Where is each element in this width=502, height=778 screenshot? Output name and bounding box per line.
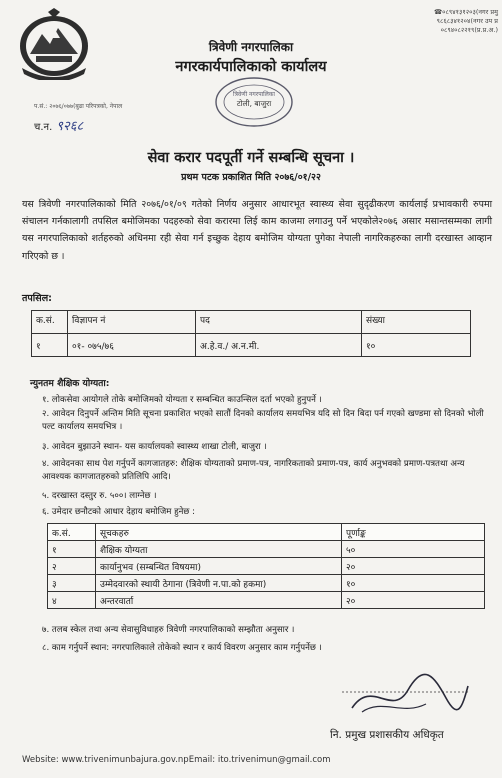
table-cell: २ <box>48 558 96 575</box>
table-cell: शैक्षिक योग्यता <box>96 541 342 558</box>
table-cell: कार्यानुभव (सम्बन्धित विषयमा) <box>96 558 342 575</box>
website-label: Website: <box>22 755 59 765</box>
contact-numbers <box>390 8 498 35</box>
table-header-cell: सूचकहरु <box>96 524 342 541</box>
table-cell: ४ <box>48 592 96 609</box>
org-name: त्रिवेणी नगरपालिका <box>208 40 294 54</box>
office-stamp <box>212 74 296 130</box>
table-row <box>48 541 485 558</box>
table-row <box>48 592 485 609</box>
dispatch-label: च.न. <box>34 122 53 133</box>
table-header-cell: क.सं. <box>48 524 96 541</box>
list-item: ५. दरखास्त दस्तुर रु. ५००। लाग्नेछ । <box>42 491 157 501</box>
notice-subtitle: प्रथम पटक प्रकाशित मिति २०७६/०१/२२ <box>181 172 321 183</box>
table-row <box>48 558 485 575</box>
table-cell: १० <box>362 334 471 357</box>
list-item: ८. काम गर्नुपर्ने स्थान: नगरपालिकाले तोकेको स्थान र कार्य विवरण अनुसार काम गर्नुपर्नेछ । <box>42 643 322 653</box>
table-cell: अ.हे.व./ अ.न.मी. <box>196 334 362 357</box>
contact-line: ☎०८९४१३१२०३(नगर प्रमु <box>433 8 498 16</box>
handwritten-signature <box>342 668 472 722</box>
table-cell: २० <box>342 592 485 609</box>
contact-line: ९८६८३४१२०४(नगर उप प्र <box>436 17 498 25</box>
table-header-cell: संख्या <box>362 311 471 334</box>
list-item: ४. आवेदनका साथ पेश गर्नुपर्ने कागजातहरु: शैक्षिक योग्यताको प्रमाण-पत्र, नागरिकताको प्रमाण-पत्र, कार्य अनुभवको प्रमाण-पत्रतथा अन्य आवश्यक कागजातहरुको प्रतिलिपि आदि। <box>42 459 465 482</box>
table-cell: ५० <box>342 541 485 558</box>
notice-body: यस त्रिवेणी नगरपालिकाको मिति २०७६/०१/०९ गतेको निर्णय अनुसार आधारभूत स्वास्थ्य सेवा सुदृढीकरण कार्यलाई प्रभावकारी रुपमा संचालन गर्नकालागी तपसिल बमोजिमका पदहरुको सेवा करारमा लिई काम काजमा लगाउनु पर्ने भएकोले२०७६ असार मसान्तसम्मका लागी यस नगरपालिकाको शर्तहरुको अधिनमा रही सेवा गर्न इच्छुक देहाय बमोजिम योग्यता पुगेका नेपाली नागरिकहरुका लागी दरखास्त आव्हान गरिएको छ । <box>22 199 492 262</box>
footer <box>22 755 331 765</box>
dispatch-value: ९२६८ <box>56 119 84 134</box>
table-header-row <box>48 524 485 541</box>
email-label: Email: <box>188 755 216 765</box>
list-item: ६. उमेदार छनौटको आधार देहाय बमोजिम हुनेछ : <box>42 507 196 517</box>
table-cell: १ <box>32 334 68 357</box>
reference-number: प.सं.: २०७६/०७७(बुढा परिपत्रको, नेपाल <box>34 103 123 110</box>
table-cell: ३ <box>48 575 96 592</box>
table-header-cell: पद <box>196 311 362 334</box>
website-link[interactable]: www.trivenimunbajura.gov.np <box>61 755 189 765</box>
details-label: तपसिल: <box>22 293 52 304</box>
table-header-cell: क.सं. <box>32 311 68 334</box>
table-cell: उम्मेदवारको स्थायी ठेगाना (त्रिवेणी न.पा.को हकमा) <box>96 575 342 592</box>
table-header-row <box>32 311 471 334</box>
table-row <box>48 575 485 592</box>
table-cell: २० <box>342 558 485 575</box>
table-cell: १ <box>48 541 96 558</box>
table-header-cell: विज्ञापन नं <box>68 311 196 334</box>
min-qualification-label: न्युनतम शैक्षिक योग्यता: <box>30 378 110 389</box>
list-item: १. लोकसेवा आयोगले तोके बमोजिमको योग्यता र सम्बन्धित काउन्सिल दर्ता भएको हुनुपर्ने । <box>42 395 322 405</box>
svg-text:त्रिवेणी नगरपालिका: त्रिवेणी नगरपालिका <box>233 91 275 98</box>
table-cell: ०१- ०७५/७६ <box>68 334 196 357</box>
list-item: ३. आवेदन बुझाउने स्थान- यस कार्यालयको स्वास्थ्य शाखा टोली, बाजुरा । <box>42 442 267 452</box>
signatory-title: नि. प्रमुख प्रशासकीय अधिकृत <box>330 729 444 741</box>
table-cell: अन्तरवार्ता <box>96 592 342 609</box>
table-row <box>32 334 471 357</box>
list-item: २. आवेदन दिनुपर्ने अन्तिम मिति सूचना प्रकाशित भएको सातौं दिनको कार्यालय समयभित्र यदि सो दिन बिदा पर्न गएको खण्डमा सो दिनको भोली पल्ट कार्यालय समयभित्र । <box>42 409 484 432</box>
table-header-cell: पूर्णाङ्क <box>342 524 485 541</box>
notice-title: सेवा करार पदपूर्ती गर्ने सम्बन्धि सूचना । <box>147 150 355 166</box>
contact-line: ०८९४०८२२१९(प्र.प्र.अ.) <box>440 26 498 34</box>
table-cell: १० <box>342 575 485 592</box>
vacancy-table <box>31 310 471 357</box>
stamp-text: टोली, बाजुरा <box>236 99 272 108</box>
dispatch-number <box>34 116 83 134</box>
criteria-table <box>47 523 485 609</box>
email-link[interactable]: ito.trivenimun@gmail.com <box>217 755 331 765</box>
office-name: नगरकार्यपालिकाको कार्यालय <box>175 59 327 75</box>
list-item: ७. तलब स्केल तथा अन्य सेवासुविधाहरु त्रिवेणी नगरपालिकाको सम्झौता अनुसार । <box>42 625 295 635</box>
